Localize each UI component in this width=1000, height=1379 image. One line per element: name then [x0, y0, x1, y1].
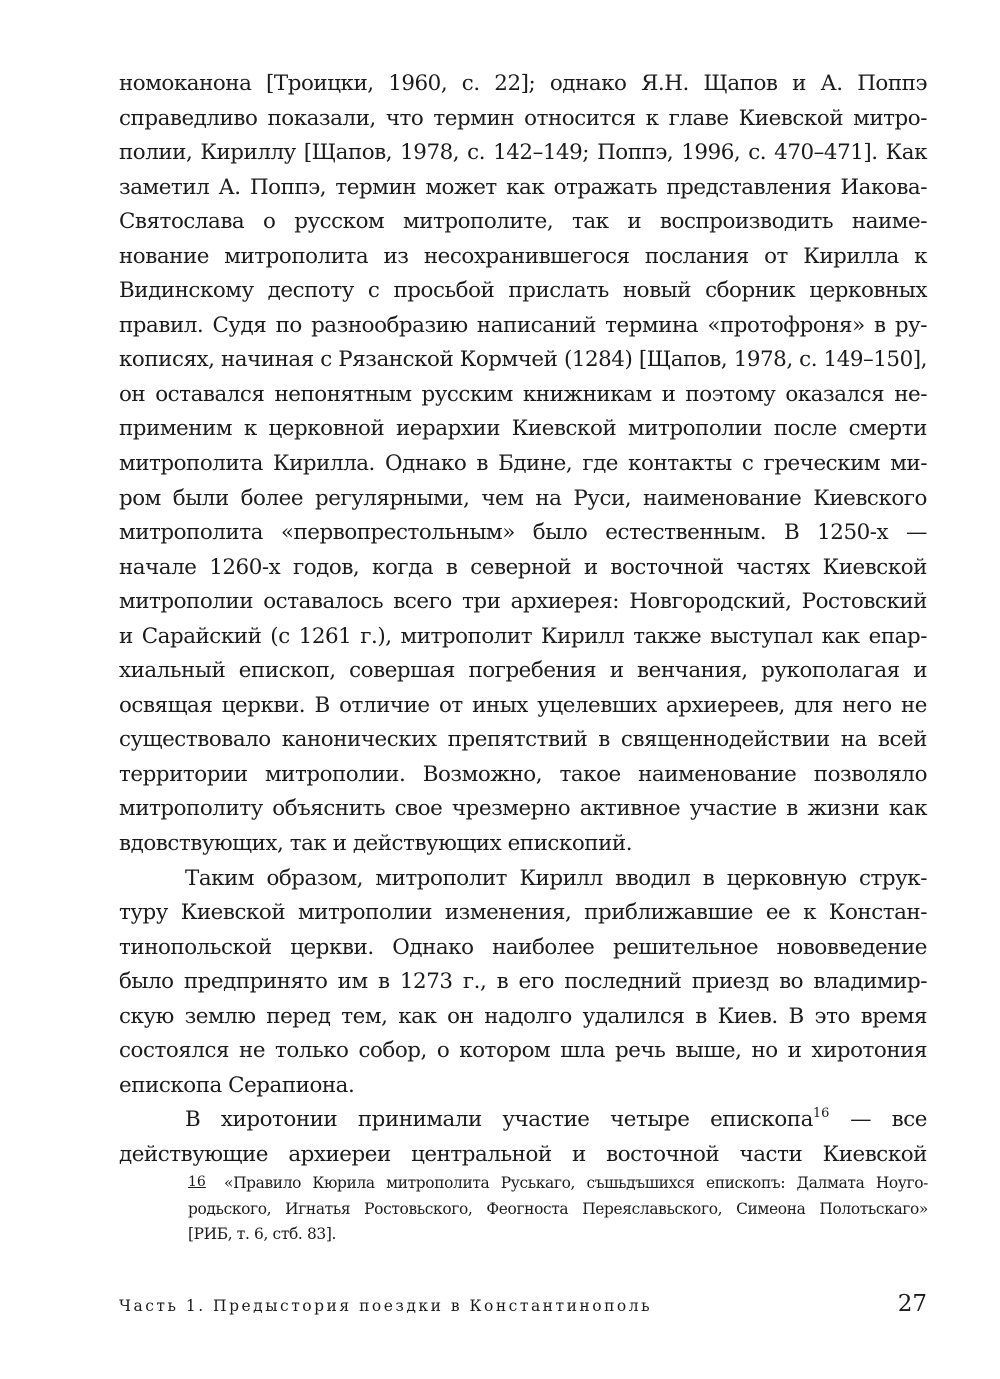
text-line: он оставался непонятным русским книжникам и поэтому оказался не- — [119, 381, 927, 407]
text-line: номоканона [Троицки, 1960, с. 22]; однако Я.Н. Щапов и А. Поппэ — [119, 71, 927, 96]
text-line: территории митрополии. Возможно, такое наименование позволяло — [119, 761, 927, 787]
text-line: Видинскому деспоту с просьбой прислать новый сборник церковных — [119, 278, 927, 304]
text-line: митрополии оставалось всего три архиерея: Новгородский, Ростовский — [119, 589, 927, 615]
text-line: хиальный епископ, совершая погребения и венчания, рукополагая и — [119, 658, 927, 684]
text-line: и Сарайский (с 1261 г.), митрополит Кирилл также выступал как епар- — [119, 623, 927, 649]
text-line: тинопольской церкви. Однако наиболее решительное нововведение — [119, 934, 927, 960]
footnote-line: родьского, Игнатья Ростовьского, Феогноста Переяславьского, Симеона Полотьскаго» — [188, 1199, 928, 1218]
text-segment: В хиротонии принимали участие четыре епископа — [185, 1107, 813, 1133]
paragraph-first-line — [119, 1103, 927, 1138]
text-line: митрополита «первопрестольным» было естественным. В 1250-х — — [119, 520, 927, 546]
text-line: применим к церковной иерархии Киевской митрополии после смерти — [119, 416, 927, 442]
text-line: было предпринято им в 1273 г., в его последний приезд во владимир- — [119, 969, 927, 995]
text-line: начале 1260-х годов, когда в северной и восточной частях Киевской — [119, 554, 927, 580]
text-line: скую землю перед тем, как он надолго удалился в Киев. В это время — [119, 1003, 927, 1029]
text-line: освящая церкви. В отличие от иных уцелевших архиереев, для него не — [119, 692, 927, 718]
text-line: полии, Кириллу [Щапов, 1978, с. 142–149; Поппэ, 1996, с. 470–471]. Как — [119, 140, 927, 166]
text-line: состоялся не только собор, о котором шла речь выше, но и хиротония — [119, 1038, 927, 1064]
footnote-line: «Правило Кюрила митрополита Руськаго, съшьдъшихся епископъ: Далмата Ноуго- — [224, 1174, 928, 1192]
text-line: Святослава о русском митрополите, так и воспроизводить наиме- — [119, 209, 927, 235]
running-title: Часть 1. Предыстория поездки в Константинополь — [119, 1297, 653, 1315]
text-line: действующие архиереи центральной и восточной части Киевской — [119, 1141, 927, 1167]
body-text — [119, 67, 927, 1173]
footnote-reference: 16 — [812, 1106, 830, 1122]
text-line: правил. Судя по разнообразию написаний термина «протофроня» в ру- — [119, 312, 927, 338]
footnote-line: [РИБ, т. 6, стб. 83]. — [188, 1225, 337, 1243]
text-line: справедливо показали, что термин относится к главе Киевской митро- — [119, 105, 927, 131]
text-line: митрополита Кирилла. Однако в Бдине, где контакты с греческим ми- — [119, 451, 927, 477]
text-line: ром были более регулярными, чем на Руси, наименование Киевского — [119, 485, 927, 511]
footnote — [188, 1171, 928, 1248]
text-line: туру Киевской митрополии изменения, приближавшие ее к Констан- — [119, 900, 927, 926]
text-line: нование митрополита из несохранившегося послания от Кирилла к — [119, 243, 927, 269]
text-line: существовало канонических препятствий в священнодействии на всей — [119, 727, 927, 753]
text-segment: — все — [829, 1107, 927, 1133]
page-footer — [119, 1291, 927, 1331]
text-line: митрополиту объяснить свое чрезмерно активное участие в жизни как — [119, 796, 927, 822]
text-line: епископа Серапиона. — [119, 1072, 355, 1098]
text-line: кописях, начиная с Рязанской Кормчей (1284) [Щапов, 1978, с. 149–150], — [119, 347, 927, 373]
footnote-marker: 16 — [188, 1174, 206, 1190]
paragraph-first-line: Таким образом, митрополит Кирилл вводил в церковную струк- — [185, 865, 927, 891]
text-line: заметил А. Поппэ, термин может как отражать представления Иакова- — [119, 174, 927, 200]
page-number: 27 — [897, 1291, 927, 1317]
text-line: вдовствующих, так и действующих епископий. — [119, 831, 633, 857]
